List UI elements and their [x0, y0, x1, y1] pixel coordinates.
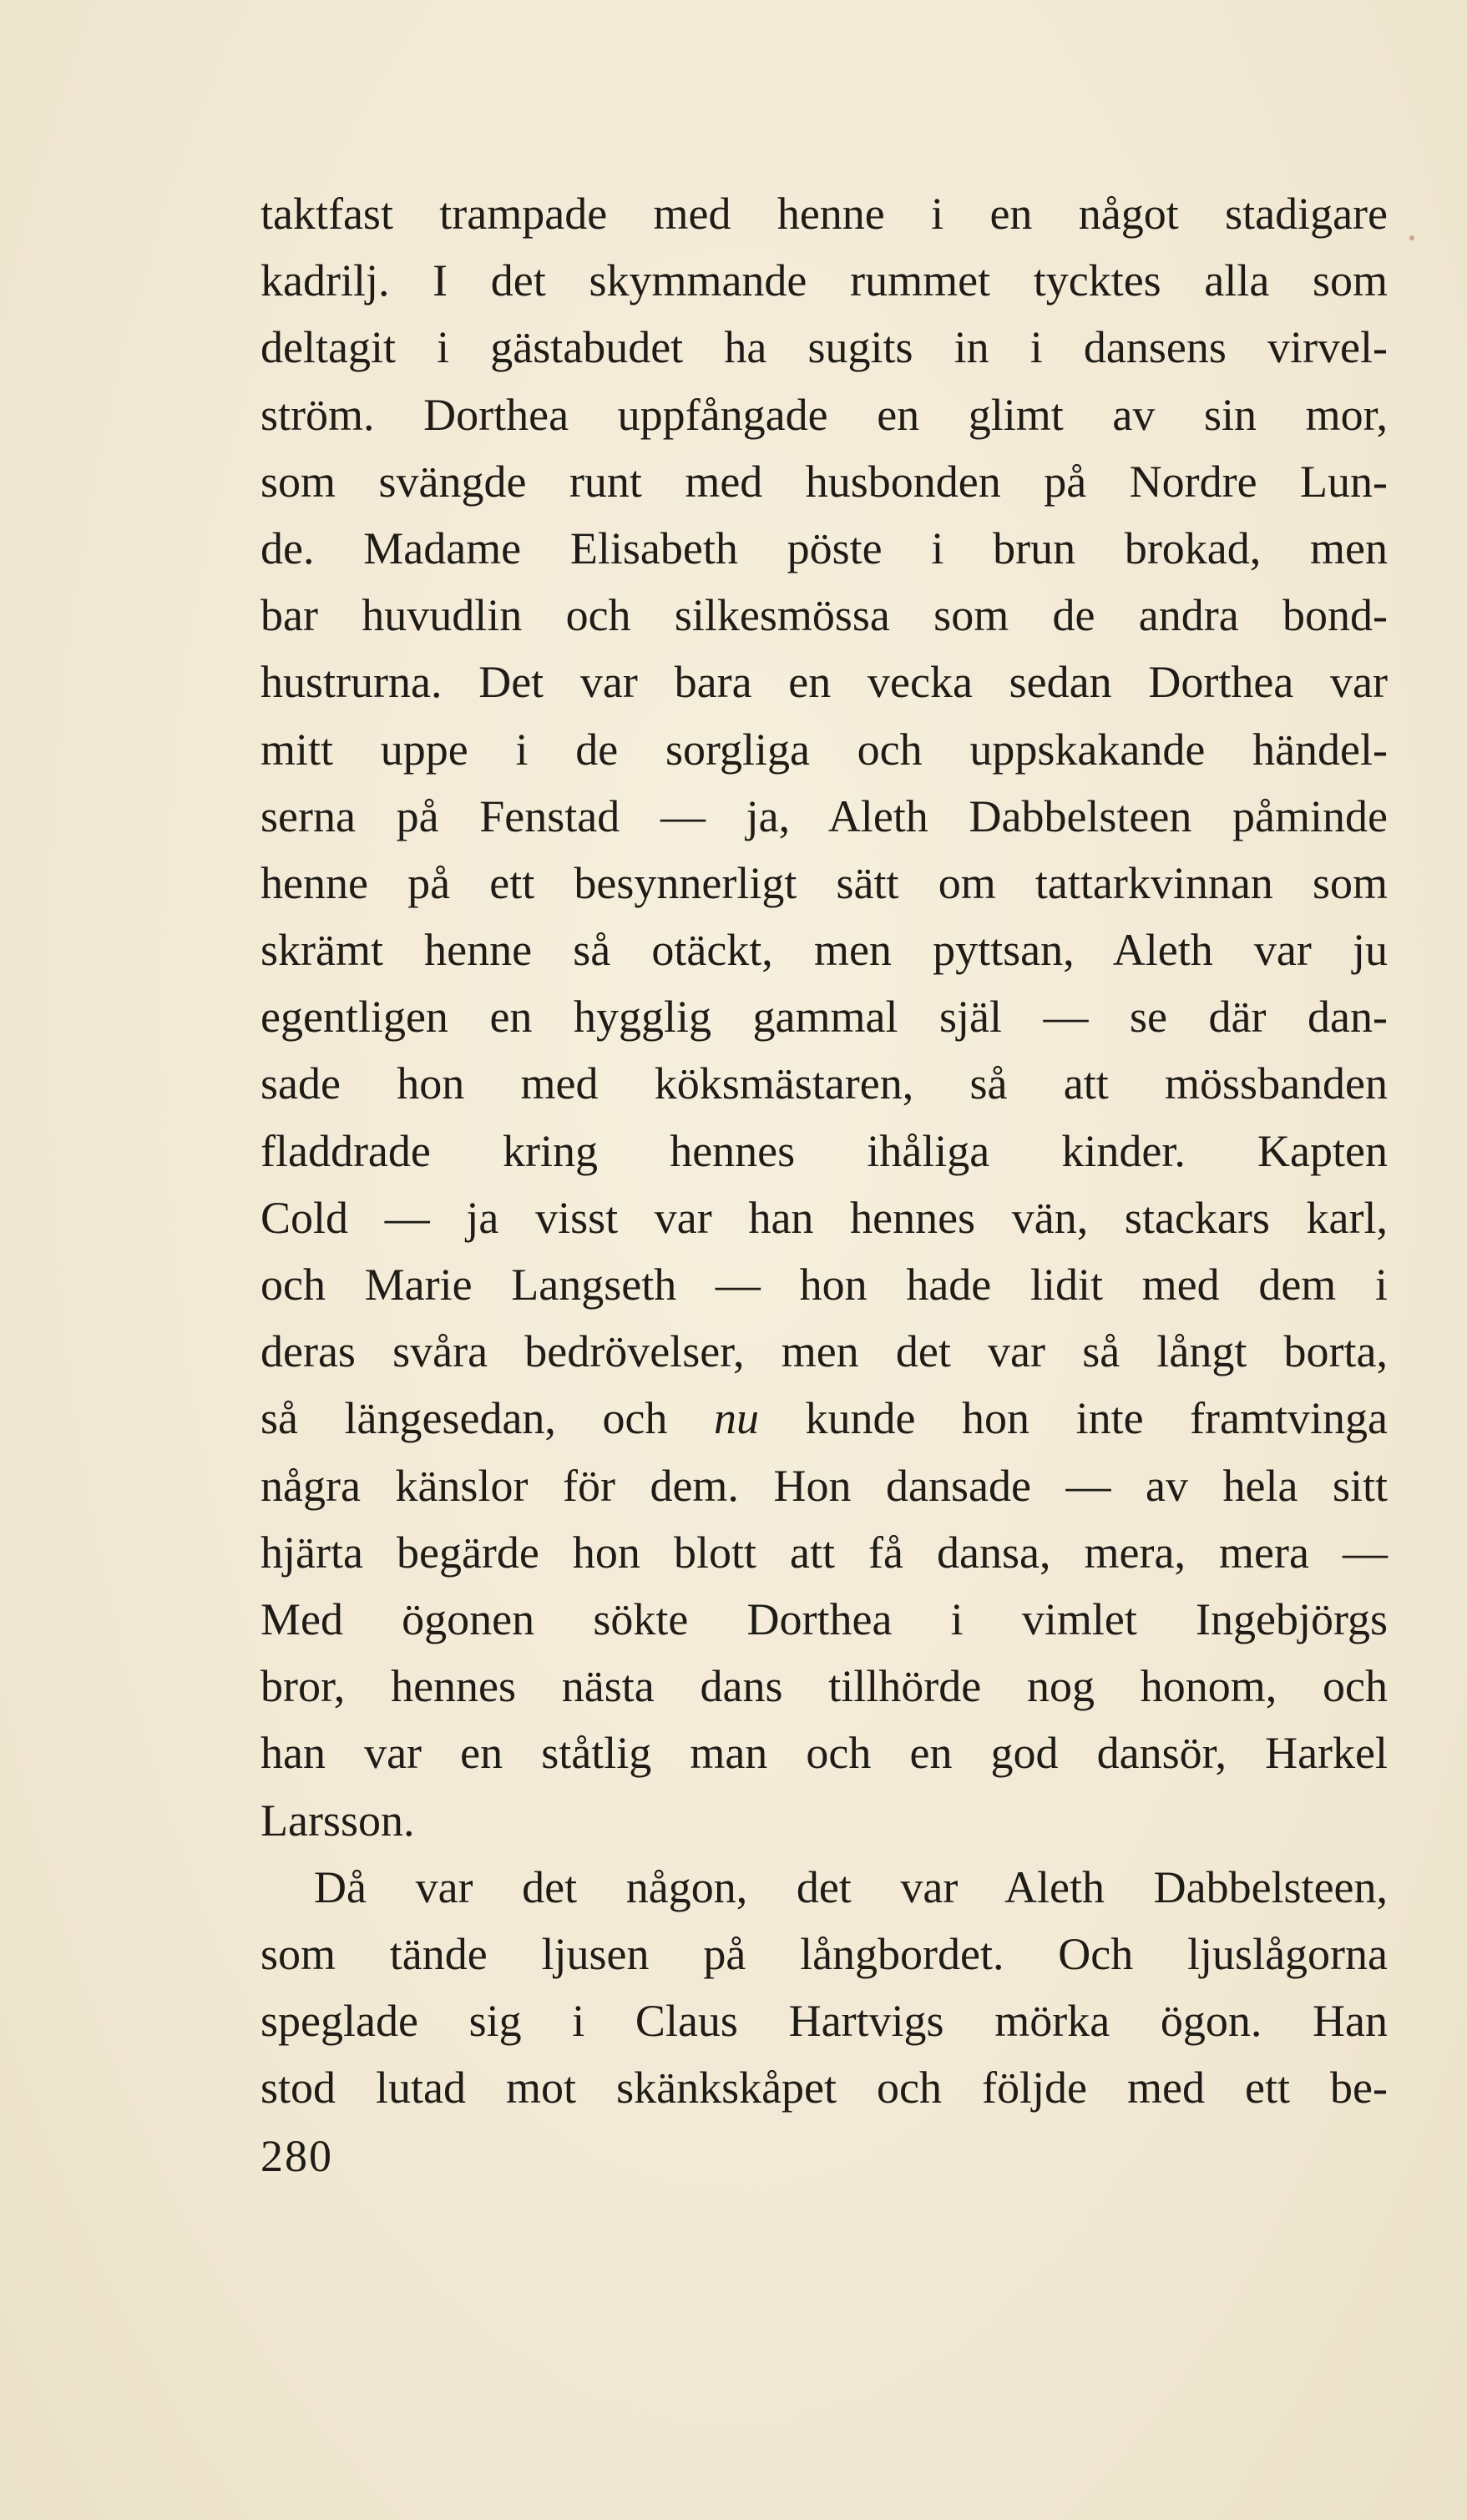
text-segment: så längesedan, och	[261, 1393, 714, 1444]
text-line: egentligen en hygglig gammal själ — se där dan-	[261, 992, 1388, 1043]
text-line: ström. Dorthea uppfångade en glimt av sin mor,	[261, 389, 1388, 440]
text-line: några känslor för dem. Hon dansade — av hela sitt	[261, 1460, 1388, 1511]
text-line: skrämt henne så otäckt, men pyttsan, Aleth var ju	[261, 925, 1388, 976]
paper-speck	[1409, 235, 1414, 240]
text-line: speglade sig i Claus Hartvigs mörka ögon. Han	[261, 1996, 1388, 2047]
text-line: henne på ett besynnerligt sätt om tattarkvinnan som	[261, 857, 1388, 908]
text-line: han var en ståtlig man och en god dansör, Harkel	[261, 1728, 1388, 1779]
text-line: mitt uppe i de sorgliga och uppskakande händel-	[261, 724, 1388, 775]
text-line: Larsson.	[261, 1795, 415, 1846]
text-line: kadrilj. I det skymmande rummet tycktes alla som	[261, 255, 1388, 306]
text-line: Cold — ja visst var han hennes vän, stackars karl,	[261, 1192, 1388, 1243]
text-line: hustrurna. Det var bara en vecka sedan Dorthea var	[261, 657, 1388, 708]
text-line: Då var det någon, det var Aleth Dabbelsteen,	[314, 1861, 1388, 1912]
text-line: fladdrade kring hennes ihåliga kinder. Kapten	[261, 1125, 1388, 1176]
text-line: som svängde runt med husbonden på Nordre Lun-	[261, 456, 1388, 507]
text-line-with-emphasis	[261, 1385, 1388, 1452]
text-line: deltagit i gästabudet ha sugits in i dansens virvel-	[261, 322, 1388, 373]
page-number: 280	[261, 2131, 333, 2181]
text-line: och Marie Langseth — hon hade lidit med dem i	[261, 1260, 1388, 1310]
text-line: som tände ljusen på långbordet. Och ljuslågorna	[261, 1928, 1388, 1979]
text-line: de. Madame Elisabeth pöste i brun brokad, men	[261, 523, 1388, 573]
text-line: bar huvudlin och silkesmössa som de andra bond-	[261, 590, 1388, 641]
text-line: stod lutad mot skänkskåpet och följde med ett be-	[261, 2063, 1388, 2113]
text-line: bror, hennes nästa dans tillhörde nog honom, och	[261, 1661, 1388, 1712]
body-text	[261, 180, 1388, 2121]
text-line: Med ögonen sökte Dorthea i vimlet Ingebjörgs	[261, 1593, 1388, 1644]
text-line: taktfast trampade med henne i en något stadigare	[261, 189, 1388, 239]
emphasized-word: nu	[713, 1393, 759, 1444]
text-line: sade hon med köksmästaren, så att mössbanden	[261, 1058, 1388, 1109]
text-line: serna på Fenstad — ja, Aleth Dabbelsteen påminde	[261, 790, 1388, 841]
text-line: hjärta begärde hon blott att få dansa, mera, mera —	[261, 1527, 1388, 1578]
text-segment: kunde hon inte framtvinga	[758, 1393, 1388, 1444]
text-line: deras svåra bedrövelser, men det var så långt borta,	[261, 1326, 1388, 1377]
